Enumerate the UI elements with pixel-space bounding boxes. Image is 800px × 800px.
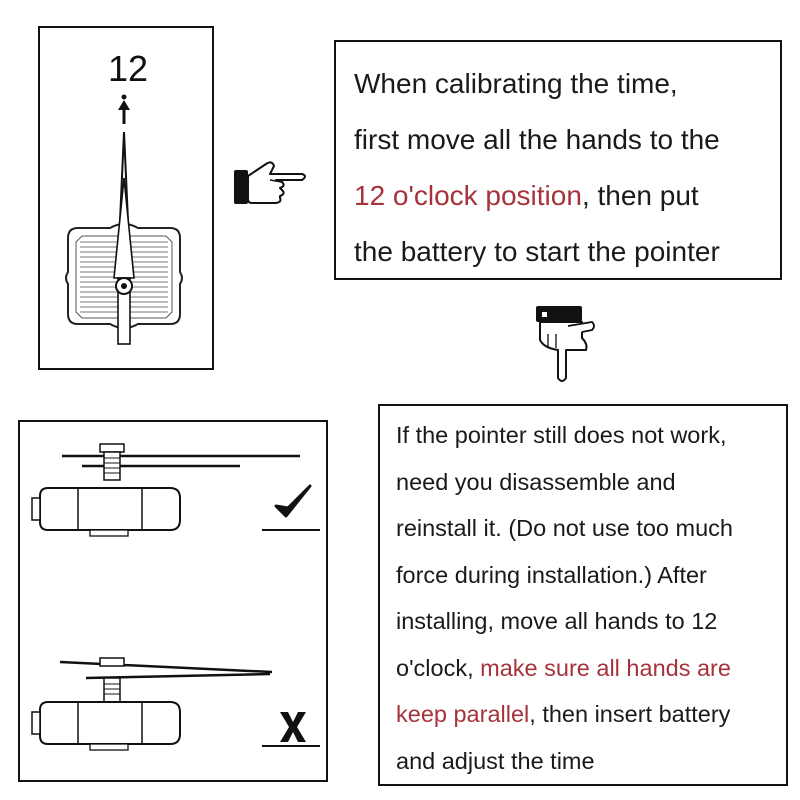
calibration-line-2: first move all the hands to the	[354, 124, 720, 155]
clock-diagram-panel	[38, 26, 214, 370]
cross-mark-icon	[278, 710, 308, 744]
calibration-line-1: When calibrating the time,	[354, 68, 678, 99]
parallel-hands-highlight: make sure all hands are	[480, 654, 731, 681]
pointing-down-hand-icon	[534, 304, 598, 384]
reinstall-line-7-rest: , then insert battery	[529, 701, 731, 727]
hands-parallel-comparison-panel	[18, 420, 328, 782]
reinstall-line-5: installing, move all hands to 12	[396, 608, 718, 634]
reinstall-instruction-box	[378, 404, 788, 786]
reinstall-line-4: force during installation.) After	[396, 561, 707, 588]
calibration-line-3	[354, 168, 770, 224]
reinstall-line-1: If the pointer still does not work,	[396, 422, 727, 448]
calibration-line-3-rest: , then put	[581, 180, 699, 211]
reinstall-line-7	[396, 691, 778, 738]
calibration-instruction-box	[334, 40, 782, 280]
clock-movement-illustration	[40, 28, 216, 372]
reinstall-line-8: and adjust the time	[396, 747, 595, 774]
twelve-oclock-highlight: 12 o'clock position	[354, 180, 582, 211]
pointing-right-hand-icon	[232, 156, 312, 204]
reinstall-line-2: need you disassemble and	[396, 468, 676, 495]
clock-12-label: 12	[107, 48, 149, 89]
reinstall-line-6	[396, 645, 778, 692]
keep-parallel-highlight: keep parallel	[396, 701, 530, 727]
reinstall-line-3: reinstall it. (Do not use too much	[396, 515, 733, 541]
calibration-line-4: the battery to start the pointer	[354, 236, 720, 267]
reinstall-line-6-start: o'clock,	[396, 654, 481, 681]
